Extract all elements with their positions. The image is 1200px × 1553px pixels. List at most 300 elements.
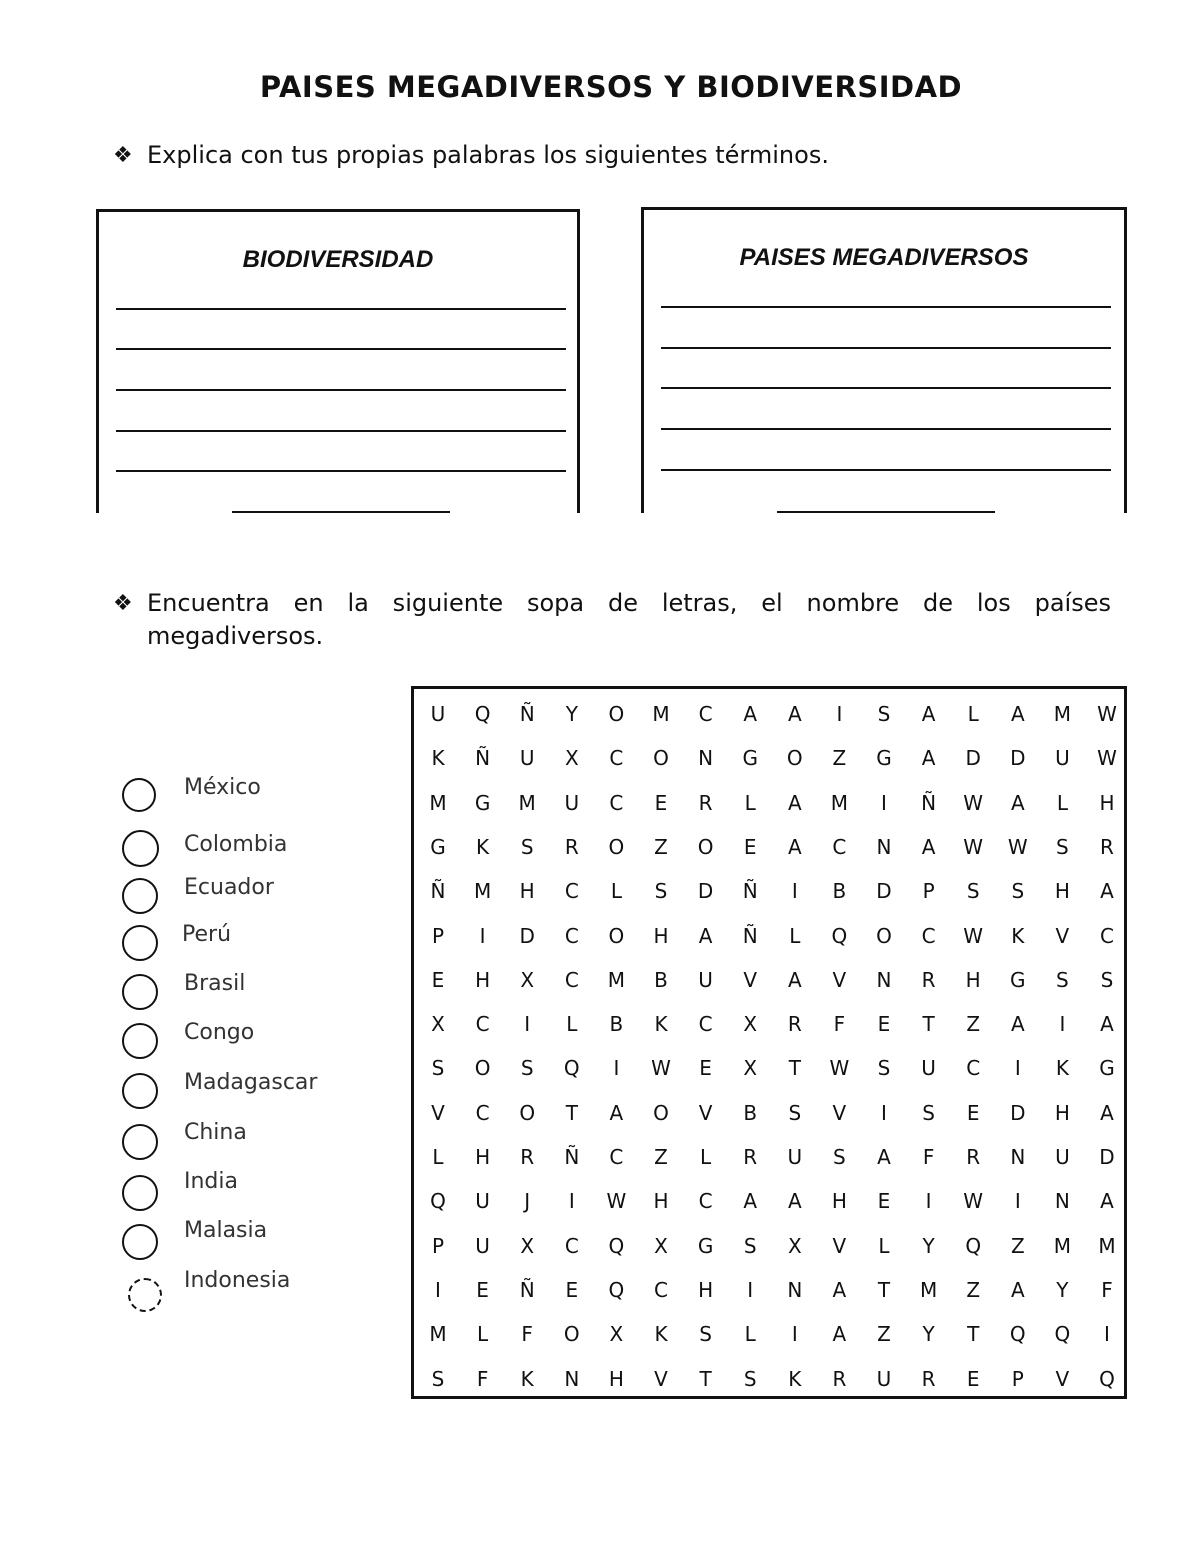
country-item — [122, 830, 362, 870]
checkbox-circle[interactable] — [122, 1224, 158, 1260]
grid-letter[interactable]: L — [700, 1145, 712, 1169]
grid-letter[interactable]: E — [966, 1366, 980, 1391]
grid-letter[interactable]: M — [830, 790, 849, 815]
grid-letter[interactable]: X — [743, 1056, 758, 1081]
grid-letter[interactable]: U — [698, 967, 713, 992]
grid-letter[interactable]: L — [744, 790, 756, 815]
writing-line-short[interactable] — [777, 511, 995, 513]
grid-letter[interactable]: I — [568, 1189, 575, 1214]
grid-letter[interactable]: C — [564, 879, 579, 904]
grid-letter[interactable]: K — [654, 1322, 668, 1347]
writing-line[interactable] — [116, 430, 566, 432]
country-name: Ecuador — [184, 875, 274, 900]
grid-letter[interactable]: H — [519, 879, 535, 904]
grid-letter[interactable]: S — [520, 834, 534, 859]
grid-letter[interactable]: Z — [1010, 1233, 1025, 1258]
grid-letter[interactable]: L — [967, 702, 979, 726]
grid-letter[interactable]: S — [654, 879, 668, 904]
grid-letter[interactable]: S — [431, 1056, 445, 1081]
grid-letter[interactable]: U — [475, 1189, 490, 1214]
grid-letter[interactable]: A — [832, 1322, 847, 1347]
country-item — [122, 971, 362, 1014]
grid-letter[interactable]: W — [963, 923, 984, 948]
country-item — [122, 922, 362, 965]
grid-letter[interactable]: M — [1098, 1233, 1116, 1258]
grid-letter[interactable]: X — [564, 746, 579, 771]
grid-letter[interactable]: M — [429, 790, 447, 815]
writing-line[interactable] — [661, 387, 1111, 389]
grid-letter[interactable]: A — [921, 746, 936, 771]
grid-letter[interactable]: H — [475, 1145, 491, 1169]
grid-letter[interactable]: Z — [877, 1322, 891, 1347]
grid-letter[interactable]: Z — [966, 1012, 981, 1037]
grid-letter[interactable]: A — [1010, 702, 1025, 726]
writing-line[interactable] — [661, 469, 1111, 471]
grid-letter[interactable]: M — [429, 1322, 447, 1347]
grid-letter[interactable]: M — [919, 1277, 938, 1302]
country-item — [122, 1070, 362, 1113]
grid-letter[interactable]: I — [1059, 1012, 1066, 1037]
grid-letter[interactable]: H — [475, 967, 491, 992]
grid-letter[interactable]: G — [876, 746, 892, 771]
grid-letter[interactable]: I — [435, 1277, 441, 1302]
grid-letter[interactable]: O — [608, 702, 625, 726]
box-title: BIODIVERSIDAD — [242, 246, 434, 273]
grid-letter[interactable]: C — [698, 702, 713, 726]
grid-letter[interactable]: O — [519, 1100, 536, 1125]
grid-letter[interactable]: S — [520, 1056, 534, 1081]
grid-letter[interactable]: Q — [608, 1233, 625, 1258]
grid-letter[interactable]: Y — [922, 1233, 935, 1258]
country-item — [122, 875, 362, 918]
grid-letter[interactable]: Z — [654, 834, 668, 859]
grid-letter[interactable]: L — [789, 923, 801, 948]
checkbox-circle[interactable] — [122, 1023, 158, 1059]
grid-letter[interactable]: W — [963, 834, 984, 859]
grid-letter[interactable]: U — [876, 1366, 892, 1391]
grid-letter[interactable]: V — [431, 1100, 445, 1125]
grid-letter[interactable]: G — [697, 1233, 714, 1258]
writing-line[interactable] — [661, 347, 1111, 349]
grid-letter[interactable]: K — [476, 834, 490, 859]
grid-letter[interactable]: A — [921, 702, 936, 726]
grid-letter[interactable]: R — [520, 1145, 535, 1169]
grid-letter[interactable]: F — [922, 1145, 935, 1169]
grid-letter[interactable]: P — [431, 923, 445, 948]
grid-letter[interactable]: L — [566, 1012, 578, 1037]
grid-letter[interactable]: V — [654, 1366, 668, 1391]
grid-letter[interactable]: X — [520, 967, 535, 992]
grid-letter[interactable]: U — [564, 790, 580, 815]
grid-letter[interactable]: I — [925, 1189, 932, 1214]
grid-letter[interactable]: D — [519, 923, 535, 948]
grid-letter[interactable]: A — [1100, 1189, 1114, 1214]
grid-letter[interactable]: Z — [966, 1277, 981, 1302]
box-title: PAISES MEGADIVERSOS — [739, 244, 1029, 271]
grid-letter[interactable]: F — [833, 1012, 846, 1037]
grid-letter[interactable]: A — [698, 923, 713, 948]
grid-letter[interactable]: C — [1100, 923, 1114, 948]
grid-letter[interactable]: N — [564, 1366, 580, 1391]
grid-letter[interactable]: W — [651, 1056, 671, 1081]
grid-letter[interactable]: Q — [430, 1189, 446, 1214]
grid-letter[interactable]: E — [476, 1277, 489, 1302]
writing-line[interactable] — [116, 389, 566, 391]
grid-letter[interactable]: C — [921, 923, 936, 948]
grid-letter[interactable]: Q — [608, 1277, 625, 1302]
grid-letter[interactable]: I — [1014, 1189, 1021, 1214]
grid-letter[interactable]: A — [743, 702, 758, 726]
country-item — [122, 1169, 362, 1215]
grid-letter[interactable]: K — [788, 1366, 802, 1391]
checkbox-circle[interactable] — [122, 1124, 158, 1160]
grid-letter[interactable]: C — [609, 746, 624, 771]
grid-letter[interactable]: O — [697, 834, 714, 859]
grid-letter[interactable]: Ñ — [921, 790, 937, 815]
grid-letter[interactable]: S — [966, 879, 980, 904]
grid-letter[interactable]: X — [520, 1233, 535, 1258]
grid-letter[interactable]: R — [832, 1366, 847, 1391]
country-item — [122, 775, 362, 818]
grid-letter[interactable]: S — [1011, 879, 1025, 904]
grid-letter[interactable]: S — [743, 1366, 757, 1391]
grid-letter[interactable]: I — [479, 923, 486, 948]
grid-letter[interactable]: V — [743, 967, 758, 992]
definition-box-biodiversidad — [96, 209, 580, 513]
grid-letter[interactable]: N — [1010, 1145, 1026, 1169]
grid-letter[interactable]: A — [832, 1277, 847, 1302]
grid-letter[interactable]: B — [654, 967, 668, 992]
grid-letter[interactable]: A — [787, 834, 802, 859]
grid-letter[interactable]: O — [786, 746, 803, 771]
grid-letter[interactable]: R — [966, 1145, 981, 1169]
grid-letter[interactable]: O — [653, 1100, 669, 1125]
grid-letter[interactable]: G — [742, 746, 758, 771]
grid-letter[interactable]: Ñ — [564, 1145, 580, 1169]
grid-letter[interactable]: W — [1097, 746, 1117, 771]
grid-letter[interactable]: M — [473, 879, 492, 904]
grid-letter[interactable]: F — [1101, 1277, 1113, 1302]
grid-letter[interactable]: D — [697, 879, 714, 904]
grid-letter[interactable]: E — [966, 1100, 980, 1125]
grid-letter[interactable]: W — [963, 1189, 984, 1214]
grid-letter[interactable]: X — [431, 1012, 445, 1037]
grid-letter[interactable]: L — [432, 1145, 444, 1169]
grid-letter[interactable]: C — [832, 834, 847, 859]
checkbox-circle[interactable] — [122, 1073, 158, 1109]
grid-letter[interactable]: V — [832, 967, 847, 992]
grid-letter[interactable]: K — [654, 1012, 668, 1037]
grid-letter[interactable]: I — [836, 702, 843, 726]
grid-letter[interactable]: D — [965, 746, 981, 771]
grid-letter[interactable]: I — [881, 1100, 887, 1125]
grid-letter[interactable]: S — [1100, 967, 1114, 992]
grid-letter[interactable]: C — [698, 1012, 713, 1037]
grid-letter[interactable]: H — [653, 923, 669, 948]
grid-letter[interactable]: T — [788, 1056, 801, 1081]
grid-letter[interactable]: Q — [474, 702, 491, 726]
grid-letter[interactable]: C — [966, 1056, 981, 1081]
grid-letter[interactable]: F — [476, 1366, 489, 1391]
grid-letter[interactable]: C — [475, 1012, 490, 1037]
grid-letter[interactable]: U — [519, 746, 535, 771]
grid-letter[interactable]: O — [608, 834, 625, 859]
grid-letter[interactable]: C — [475, 1100, 490, 1125]
country-name: India — [184, 1169, 238, 1194]
grid-letter[interactable]: G — [474, 790, 491, 815]
grid-letter[interactable]: A — [787, 790, 802, 815]
grid-letter[interactable]: W — [829, 1056, 850, 1081]
grid-letter[interactable]: P — [431, 1233, 445, 1258]
grid-letter[interactable]: S — [1056, 967, 1069, 992]
grid-letter[interactable]: Ñ — [430, 879, 446, 904]
checkbox-circle[interactable] — [122, 830, 159, 867]
grid-letter[interactable]: F — [521, 1322, 533, 1347]
grid-letter[interactable]: A — [609, 1100, 624, 1125]
country-name: Indonesia — [184, 1268, 291, 1293]
writing-line[interactable] — [116, 308, 566, 310]
grid-letter[interactable]: H — [608, 1366, 624, 1391]
grid-letter[interactable]: N — [1054, 1189, 1070, 1214]
grid-letter[interactable]: R — [921, 967, 936, 992]
grid-letter[interactable]: O — [608, 923, 625, 948]
grid-letter[interactable]: D — [1010, 1100, 1026, 1125]
grid-letter[interactable]: A — [787, 702, 802, 726]
grid-letter[interactable]: O — [563, 1322, 580, 1347]
grid-letter[interactable]: U — [921, 1056, 936, 1081]
grid-letter[interactable]: R — [743, 1145, 758, 1169]
grid-letter[interactable]: M — [1053, 1233, 1072, 1258]
grid-letter[interactable]: N — [698, 746, 714, 771]
grid-letter[interactable]: E — [699, 1056, 712, 1081]
grid-letter[interactable]: C — [609, 1145, 624, 1169]
grid-letter[interactable]: A — [743, 1189, 758, 1214]
grid-letter[interactable]: H — [1099, 790, 1115, 815]
writing-line-short[interactable] — [232, 511, 450, 513]
grid-letter[interactable]: X — [787, 1233, 802, 1258]
grid-letter[interactable]: K — [431, 746, 445, 771]
grid-letter[interactable]: K — [520, 1366, 534, 1391]
grid-letter[interactable]: T — [967, 1322, 980, 1347]
grid-letter[interactable]: Q — [831, 923, 848, 948]
grid-letter[interactable]: R — [1100, 834, 1114, 859]
grid-letter[interactable]: W — [963, 790, 984, 815]
grid-letter[interactable]: S — [877, 1056, 891, 1081]
checkbox-circle[interactable] — [128, 1278, 162, 1312]
grid-letter[interactable]: A — [921, 834, 936, 859]
grid-letter[interactable]: Ñ — [519, 1277, 535, 1302]
grid-letter[interactable]: H — [965, 967, 981, 992]
grid-letter[interactable]: P — [922, 879, 935, 904]
grid-letter[interactable]: N — [876, 834, 892, 859]
grid-letter[interactable]: R — [787, 1012, 802, 1037]
grid-letter[interactable]: G — [1010, 967, 1026, 992]
grid-letter[interactable]: S — [1056, 834, 1069, 859]
grid-letter[interactable]: E — [877, 1012, 891, 1037]
grid-letter[interactable]: J — [524, 1189, 531, 1214]
instruction-explain — [113, 139, 1013, 172]
grid-letter[interactable]: X — [609, 1322, 624, 1347]
grid-letter[interactable]: C — [609, 790, 624, 815]
grid-letter[interactable]: H — [1054, 879, 1070, 904]
grid-letter[interactable]: E — [654, 790, 668, 815]
grid-letter[interactable]: S — [922, 1100, 935, 1125]
checkbox-circle[interactable] — [122, 778, 156, 812]
grid-letter[interactable]: B — [609, 1012, 624, 1037]
grid-letter[interactable]: C — [564, 1233, 579, 1258]
grid-letter[interactable]: I — [881, 790, 887, 815]
grid-letter[interactable]: I — [791, 879, 798, 904]
grid-letter[interactable]: H — [1054, 1100, 1070, 1125]
writing-line[interactable] — [661, 306, 1111, 308]
grid-letter[interactable]: X — [743, 1012, 758, 1037]
grid-letter[interactable]: Y — [565, 702, 578, 726]
grid-letter[interactable]: Q — [1099, 1366, 1115, 1391]
grid-letter[interactable]: Q — [1054, 1322, 1071, 1347]
grid-letter[interactable]: S — [431, 1366, 445, 1391]
grid-letter[interactable]: E — [877, 1189, 891, 1214]
grid-letter[interactable]: H — [653, 1189, 669, 1214]
grid-letter[interactable]: D — [1010, 746, 1026, 771]
grid-letter[interactable]: O — [474, 1056, 491, 1081]
grid-letter[interactable]: T — [922, 1012, 935, 1037]
writing-line[interactable] — [116, 348, 566, 350]
grid-letter[interactable]: M — [607, 967, 626, 992]
grid-letter[interactable]: I — [791, 1322, 798, 1347]
grid-letter[interactable]: A — [787, 967, 802, 992]
grid-letter[interactable]: D — [876, 879, 892, 904]
country-item — [122, 1020, 362, 1063]
grid-letter[interactable]: W — [606, 1189, 627, 1214]
grid-letter[interactable]: A — [1010, 1012, 1025, 1037]
grid-letter[interactable]: S — [699, 1322, 712, 1347]
country-item — [122, 1268, 362, 1318]
grid-letter[interactable]: R — [921, 1366, 936, 1391]
grid-letter[interactable]: Q — [965, 1233, 982, 1258]
grid-letter[interactable]: I — [747, 1277, 754, 1302]
writing-line[interactable] — [116, 470, 566, 472]
grid-letter[interactable]: S — [833, 1145, 846, 1169]
grid-letter[interactable]: G — [1099, 1056, 1115, 1081]
grid-letter[interactable]: Z — [654, 1145, 668, 1169]
grid-letter[interactable]: X — [654, 1233, 668, 1258]
grid-letter[interactable]: B — [832, 879, 847, 904]
grid-letter[interactable]: A — [787, 1189, 802, 1214]
grid-letter[interactable]: O — [876, 923, 892, 948]
grid-letter[interactable]: T — [565, 1100, 578, 1125]
grid-letter[interactable]: U — [787, 1145, 803, 1169]
grid-letter[interactable]: Ñ — [475, 746, 491, 771]
grid-letter[interactable]: L — [477, 1322, 489, 1347]
grid-letter[interactable]: H — [831, 1189, 847, 1214]
definition-box-paises-megadiversos — [641, 207, 1127, 513]
grid-letter[interactable]: N — [787, 1277, 803, 1302]
grid-letter[interactable]: C — [564, 923, 579, 948]
grid-letter[interactable]: R — [698, 790, 713, 815]
checkbox-circle[interactable] — [122, 925, 158, 961]
grid-letter[interactable]: M — [1053, 702, 1072, 726]
grid-letter[interactable]: E — [565, 1277, 579, 1302]
grid-letter[interactable]: W — [1097, 702, 1117, 726]
grid-letter[interactable]: E — [431, 967, 445, 992]
grid-letter[interactable]: Ñ — [519, 702, 535, 726]
grid-letter[interactable]: Q — [1009, 1322, 1026, 1347]
grid-letter[interactable]: Ñ — [742, 879, 758, 904]
grid-letter[interactable]: Z — [832, 746, 847, 771]
grid-letter[interactable]: R — [564, 834, 579, 859]
grid-letter[interactable]: V — [832, 1233, 847, 1258]
grid-letter[interactable]: C — [654, 1277, 668, 1302]
instruction-find — [113, 587, 1111, 653]
grid-letter[interactable]: A — [1100, 1100, 1114, 1125]
grid-letter[interactable]: A — [877, 1145, 891, 1169]
grid-letter[interactable]: P — [1011, 1366, 1024, 1391]
grid-letter[interactable]: U — [1055, 746, 1070, 771]
checkbox-circle[interactable] — [122, 878, 158, 914]
word-search-grid[interactable] — [411, 686, 1127, 1399]
grid-letter[interactable]: T — [877, 1277, 891, 1302]
country-name: Madagascar — [184, 1070, 318, 1095]
grid-letter[interactable]: A — [1010, 1277, 1025, 1302]
grid-letter[interactable]: L — [610, 879, 622, 904]
grid-letter[interactable]: S — [788, 1100, 802, 1125]
grid-letter[interactable]: V — [1055, 1366, 1070, 1391]
grid-letter[interactable]: O — [653, 746, 669, 771]
grid-letter[interactable]: V — [1055, 923, 1070, 948]
grid-letter[interactable]: S — [877, 702, 891, 726]
grid-letter[interactable]: Y — [922, 1322, 935, 1347]
grid-letter[interactable]: V — [832, 1100, 847, 1125]
grid-letter[interactable]: A — [1100, 879, 1114, 904]
writing-line[interactable] — [661, 428, 1111, 430]
grid-letter[interactable]: U — [1055, 1145, 1070, 1169]
grid-letter[interactable]: Y — [1056, 1277, 1069, 1302]
grid-letter[interactable]: I — [524, 1012, 531, 1037]
grid-letter[interactable]: L — [878, 1233, 890, 1258]
grid-letter[interactable]: M — [518, 790, 536, 815]
grid-letter[interactable]: D — [1099, 1145, 1115, 1169]
grid-letter[interactable]: U — [475, 1233, 490, 1258]
grid-letter[interactable]: G — [430, 834, 446, 859]
grid-letter[interactable]: A — [1010, 790, 1025, 815]
grid-letter[interactable]: E — [743, 834, 757, 859]
grid-letter[interactable]: H — [698, 1277, 714, 1302]
grid-letter[interactable]: C — [698, 1189, 713, 1214]
grid-letter[interactable]: N — [876, 967, 892, 992]
grid-letter[interactable]: K — [1055, 1056, 1069, 1081]
grid-letter[interactable]: Q — [563, 1056, 580, 1081]
grid-letter[interactable]: I — [1104, 1322, 1110, 1347]
country-name: Brasil — [184, 971, 246, 996]
grid-letter[interactable]: B — [743, 1100, 758, 1125]
grid-letter[interactable]: K — [1011, 923, 1025, 948]
grid-letter[interactable]: T — [699, 1366, 712, 1391]
grid-letter[interactable]: Ñ — [742, 923, 758, 948]
checkbox-circle[interactable] — [122, 1175, 158, 1211]
grid-letter[interactable]: I — [613, 1056, 620, 1081]
checkbox-circle[interactable] — [122, 974, 158, 1010]
grid-letter[interactable]: W — [1007, 834, 1028, 859]
grid-letter[interactable]: S — [743, 1233, 757, 1258]
grid-letter[interactable]: V — [698, 1100, 713, 1125]
grid-letter[interactable]: U — [430, 702, 446, 726]
grid-letter[interactable]: C — [564, 967, 579, 992]
grid-letter[interactable]: I — [1014, 1056, 1021, 1081]
grid-letter[interactable]: M — [652, 702, 670, 726]
grid-letter[interactable]: L — [1056, 790, 1068, 815]
grid-letter[interactable]: A — [1100, 1012, 1114, 1037]
grid-letter[interactable]: L — [744, 1322, 756, 1347]
